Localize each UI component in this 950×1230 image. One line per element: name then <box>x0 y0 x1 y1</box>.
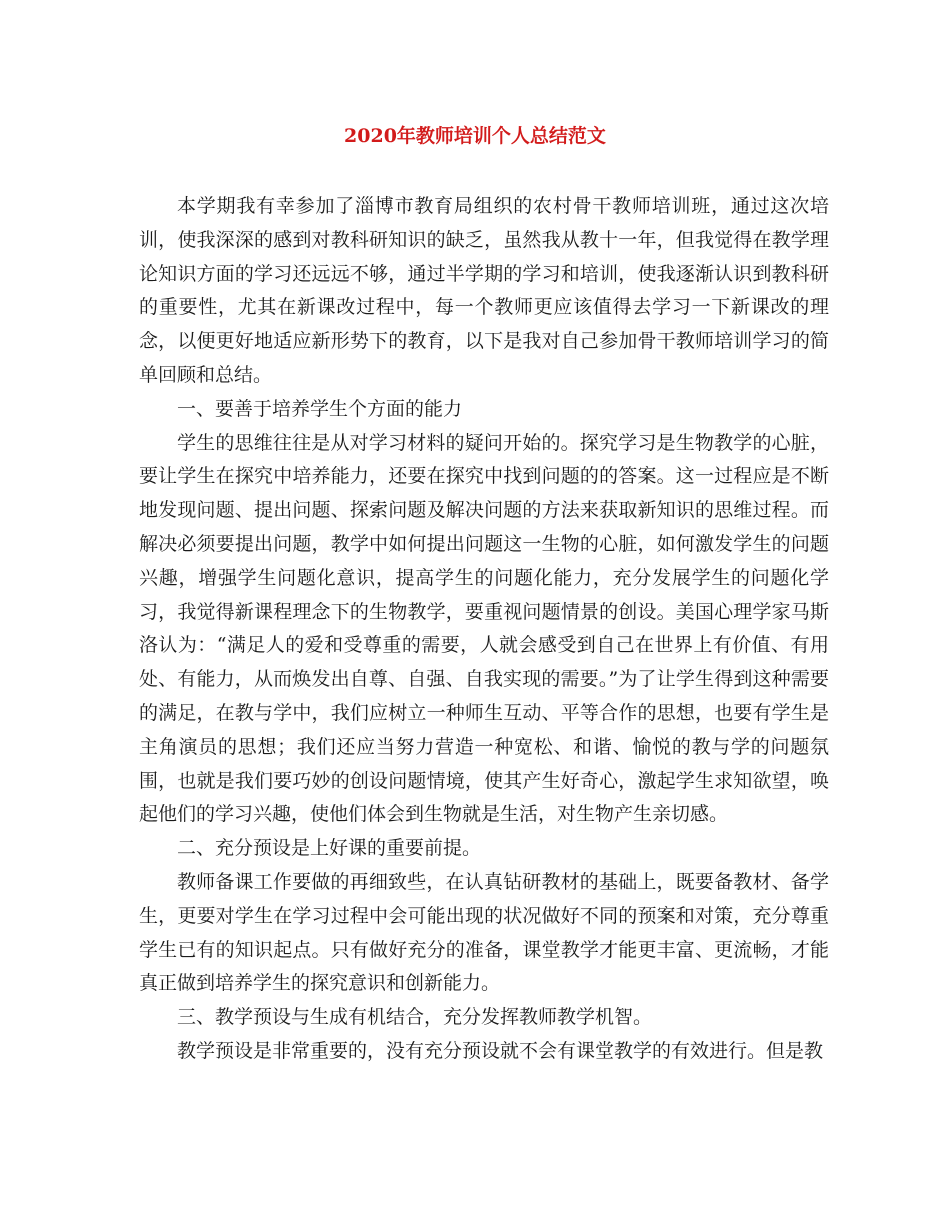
section-heading-1: 一、要善于培养学生个方面的能力 <box>177 397 463 420</box>
section-2-paragraph: 教师备课工作要做的再细致些，在认真钻研教材的基础上，既要备教材、备学生，更要对学生在学习过程中会可能出现的状况做好不同的预案和对策，充分尊重学生已有的知识起点。只有做好充分的准备，课堂教学才能更丰富、更流畅，才能真正做到培养学生的探究意识和创新能力。 <box>139 870 829 995</box>
intro-paragraph: 本学期我有幸参加了淄博市教育局组织的农村骨干教师培训班，通过这次培训，使我深深的感到对教科研知识的缺乏，虽然我从教十一年，但我觉得在教学理论知识方面的学习还远远不够，通过半学期的学习和培训，使我逐渐认识到教科研的重要性，尤其在新课改过程中，每一个教师更应该值得去学习一下新课改的理念，以便更好地适应新形势下的教育，以下是我对自己参加骨干教师培训学习的简单回顾和总结。 <box>139 195 829 386</box>
document-title: 2020年教师培训个人总结范文 <box>344 125 606 147</box>
section-heading-2: 二、充分预设是上好课的重要前提。 <box>177 837 482 860</box>
section-heading-3: 三、教学预设与生成有机结合，充分发挥教师教学机智。 <box>177 1006 653 1029</box>
section-3-paragraph: 教学预设是非常重要的，没有充分预设就不会有课堂教学的有效进行。但是教 <box>177 1039 824 1062</box>
document-body <box>139 190 829 1069</box>
section-1-paragraph: 学生的思维往往是从对学习材料的疑问开始的。探究学习是生物教学的心脏，要让学生在探究中培养能力，还要在探究中找到问题的的答案。这一过程应是不断地发现问题、提出问题、探索问题及解决问题的方法来获取新知识的思维过程。而解决必须要提出问题，教学中如何提出问题这一生物的心脏，如何激发学生的问题兴趣，增强学生问题化意识，提高学生的问题化能力，充分发展学生的问题化学习，我觉得新课程理念下的生物教学，要重视问题情景的创设。美国心理学家马斯洛认为：“满足人的爱和受尊重的需要，人就会感受到自己在世界上有价值、有用处、有能力，从而焕发出自尊、自强、自我实现的需要。”为了让学生得到这种需要的满足，在教与学中，我们应树立一种师生互动、平等合作的思想，也要有学生是主角演员的思想；我们还应当努力营造一种宽松、和谐、愉悦的教与学的问题氛围，也就是我们要巧妙的创设问题情境，使其产生好奇心，激起学生求知欲望，唤起他们的学习兴趣，使他们体会到生物就是生活，对生物产生亲切感。 <box>139 431 829 826</box>
